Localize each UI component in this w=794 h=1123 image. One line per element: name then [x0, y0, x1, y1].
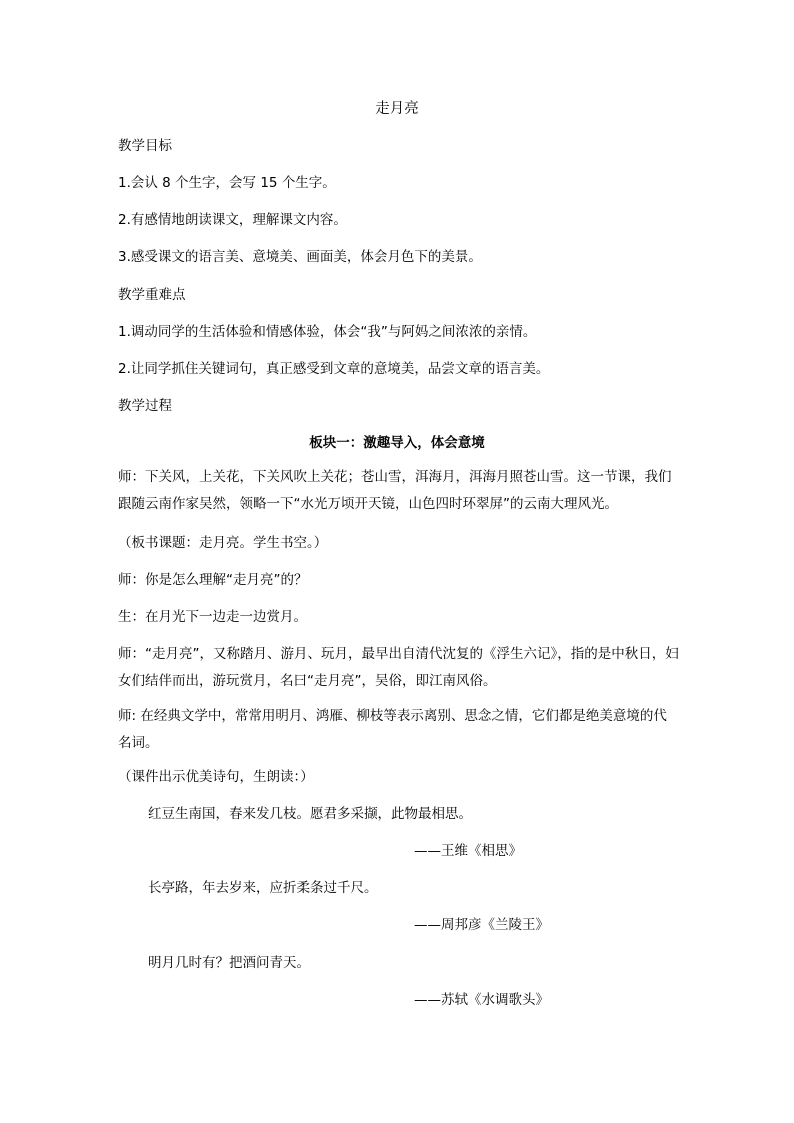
poem-line: 明月几时有？把酒问青天。 — [148, 955, 310, 971]
poem-attribution: ——王维《相思》 — [414, 843, 522, 859]
poem-attribution: ——周邦彦《兰陵王》 — [414, 917, 549, 933]
goal-item: 3.感受课文的语言美、意境美、画面美，体会月色下的美景。 — [118, 249, 482, 265]
section-heading-goals: 教学目标 — [118, 138, 172, 154]
poem-attribution: ——苏轼《水调歌头》 — [414, 992, 549, 1008]
paragraph: 生：在月光下一边走一边赏月。 — [118, 609, 307, 625]
poem-line: 长亭路，年去岁来，应折柔条过千尺。 — [148, 880, 378, 896]
section-heading-key-points: 教学重难点 — [118, 287, 186, 303]
goal-item: 2.有感情地朗读课文，理解课文内容。 — [118, 212, 347, 228]
document-title: 走月亮 — [375, 101, 419, 117]
section-heading-process: 教学过程 — [118, 398, 172, 414]
paragraph: 师：你是怎么理解“走月亮”的？ — [118, 572, 308, 588]
paragraph: （板书课题：走月亮。学生书空。） — [118, 535, 328, 551]
paragraph: 师：“走月亮”，又称踏月、游月、玩月，最早出自清代沈复的《浮生六记》，指的是中秋日，妇女们结伴而出，游玩赏月，名曰“走月亮”，吴俗，即江南风俗。 — [118, 646, 679, 689]
paragraph: （课件出示优美诗句，生朗读：） — [118, 769, 314, 785]
paragraph: 师: 在经典文学中，常常用明月、鸿雁、柳枝等表示离别、思念之情，它们都是绝美意境的代名词。 — [118, 708, 667, 751]
paragraph: 师：下关风，上关花，下关风吹上关花；苍山雪，洱海月，洱海月照苍山雪。这一节课，我们跟随云南作家吴然，领略一下“水光万顷开天镜，山色四时环翠屏”的云南大理风光。 — [118, 469, 672, 512]
block-heading: 板块一：激趣导入，体会意境 — [309, 435, 485, 451]
key-point-item: 1.调动同学的生活体验和情感体验，体会“我”与阿妈之间浓浓的亲情。 — [118, 324, 537, 340]
poem-line: 红豆生南国，春来发几枝。愿君多采撷，此物最相思。 — [148, 806, 472, 822]
key-point-item: 2.让同学抓住关键词句，真正感受到文章的意境美，品尝文章的语言美。 — [118, 361, 550, 377]
goal-item: 1.会认 8 个生字，会写 15 个生字。 — [118, 175, 336, 191]
